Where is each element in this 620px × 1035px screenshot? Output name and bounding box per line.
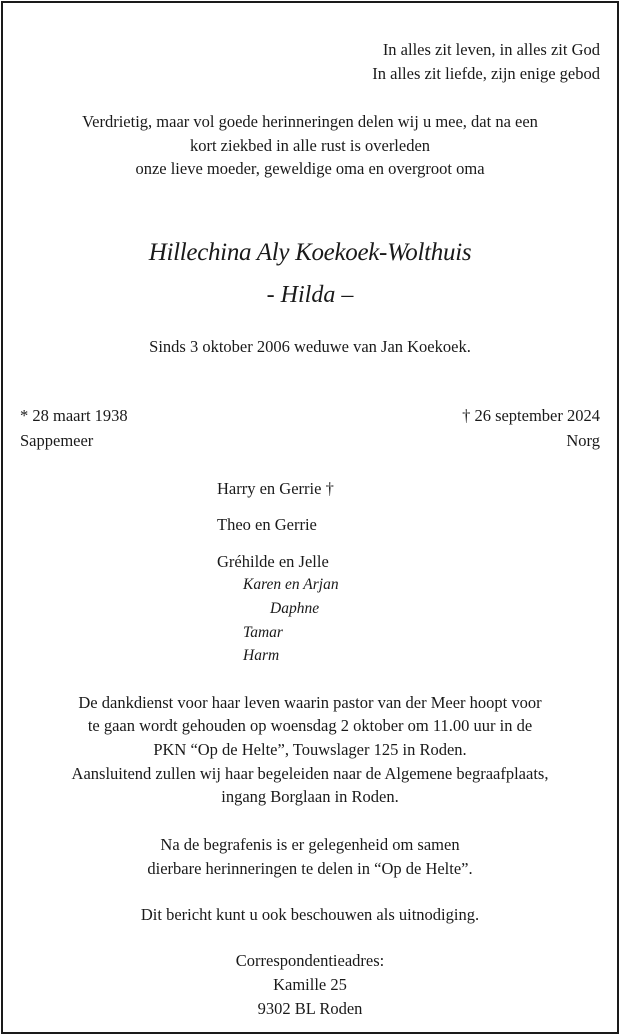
address-street: Kamille 25 xyxy=(273,975,347,994)
death-date: † 26 september 2024 xyxy=(462,406,600,425)
grandchild: Tamar xyxy=(243,624,283,641)
after-line: dierbare herinneringen te delen in “Op de Helte”. xyxy=(147,859,473,878)
grandchild: Karen en Arjan xyxy=(243,576,339,593)
after-line: Na de begrafenis is er gelegenheid om samen xyxy=(160,835,460,854)
poem-line: In alles zit liefde, zijn enige gebod xyxy=(372,64,600,83)
service-line: Aansluitend zullen wij haar begeleiden naar de Algemene begraafplaats, xyxy=(71,764,549,783)
family-member: Harry en Gerrie † xyxy=(217,479,334,498)
family-member: Gréhilde en Jelle xyxy=(217,552,329,571)
address-label: Correspondentieadres: xyxy=(235,951,385,970)
family-member: Theo en Gerrie xyxy=(217,515,317,534)
intro-line: kort ziekbed in alle rust is overleden xyxy=(189,136,431,155)
deceased-name: Hillechina Aly Koekoek-Wolthuis xyxy=(148,239,472,266)
intro-line: Verdrietig, maar vol goede herinneringen delen wij u mee, dat na een xyxy=(82,112,538,131)
great-grandchild: Daphne xyxy=(270,600,320,617)
service-line: De dankdienst voor haar leven waarin pastor van der Meer hoopt voor xyxy=(78,693,542,712)
service-line: ingang Borglaan in Roden. xyxy=(221,787,399,806)
poem-line: In alles zit leven, in alles zit God xyxy=(382,40,600,59)
widow-line: Sinds 3 oktober 2006 weduwe van Jan Koekoek. xyxy=(149,337,471,356)
nickname: - Hilda – xyxy=(266,282,354,308)
intro-line: onze lieve moeder, geweldige oma en overgroot oma xyxy=(135,159,485,178)
birth-place: Sappemeer xyxy=(20,431,94,450)
service-line: PKN “Op de Helte”, Touwslager 125 in Roden. xyxy=(153,740,467,759)
service-line: te gaan wordt gehouden op woensdag 2 oktober om 11.00 uur in de xyxy=(87,716,533,735)
birth-date: * 28 maart 1938 xyxy=(20,406,128,425)
invitation-line: Dit bericht kunt u ook beschouwen als uitnodiging. xyxy=(140,905,480,924)
address-city: 9302 BL Roden xyxy=(257,999,363,1018)
death-place: Norg xyxy=(566,431,600,450)
grandchild: Harm xyxy=(243,647,280,664)
